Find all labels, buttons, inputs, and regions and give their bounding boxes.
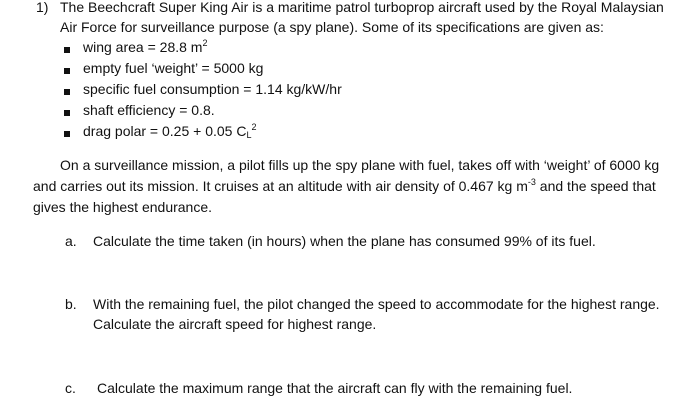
scenario-line-3: gives the highest endurance. bbox=[33, 199, 213, 215]
spec-fuel-consumption: specific fuel consumption = 1.14 kg/kW/hr bbox=[83, 81, 342, 97]
intro-line-1: The Beechcraft Super King Air is a maritime patrol turboprop aircraft used by the Royal Malaysian bbox=[60, 0, 664, 15]
part-c-text: Calculate the maximum range that the aircraft can fly with the remaining fuel. bbox=[97, 380, 573, 396]
spec-shaft-efficiency: shaft efficiency = 0.8. bbox=[83, 102, 215, 118]
part-a-text: Calculate the time taken (in hours) when the plane has consumed 99% of its fuel. bbox=[93, 233, 596, 249]
part-c-label: c. bbox=[65, 380, 76, 396]
question-number: 1) bbox=[36, 0, 49, 15]
bullet-marker bbox=[64, 68, 70, 74]
intro-line-2: Air Force for surveillance purpose (a spy plane). Some of its specifications are given as: bbox=[60, 19, 604, 35]
bullet-marker bbox=[64, 47, 70, 53]
scenario-line-2: and carries out its mission. It cruises at an altitude with air density of 0.467 kg $m^{-3}$ and the speed that bbox=[33, 177, 656, 194]
spec-wing-area: wing area = 28.8 $m^2$ bbox=[83, 38, 208, 55]
bullet-marker bbox=[64, 89, 70, 95]
spec-empty-weight: empty fuel ‘weight’ = 5000 kg bbox=[83, 60, 264, 76]
part-b-text-line-2: Calculate the aircraft speed for highest range. bbox=[93, 316, 377, 332]
part-b-text-line-1: With the remaining fuel, the pilot changed the speed to accommodate for the highest range. bbox=[93, 296, 660, 312]
scenario-line-1: On a surveillance mission, a pilot fills up the spy plane with fuel, takes off with ‘weight’ of 6000 kg bbox=[60, 157, 660, 173]
bullet-marker bbox=[64, 131, 70, 137]
part-b-label: b. bbox=[65, 296, 77, 312]
part-a-label: a. bbox=[65, 233, 77, 249]
spec-drag-polar: drag polar = 0.25 + 0.05 $C_L^2$ bbox=[83, 122, 257, 140]
bullet-marker bbox=[64, 110, 70, 116]
